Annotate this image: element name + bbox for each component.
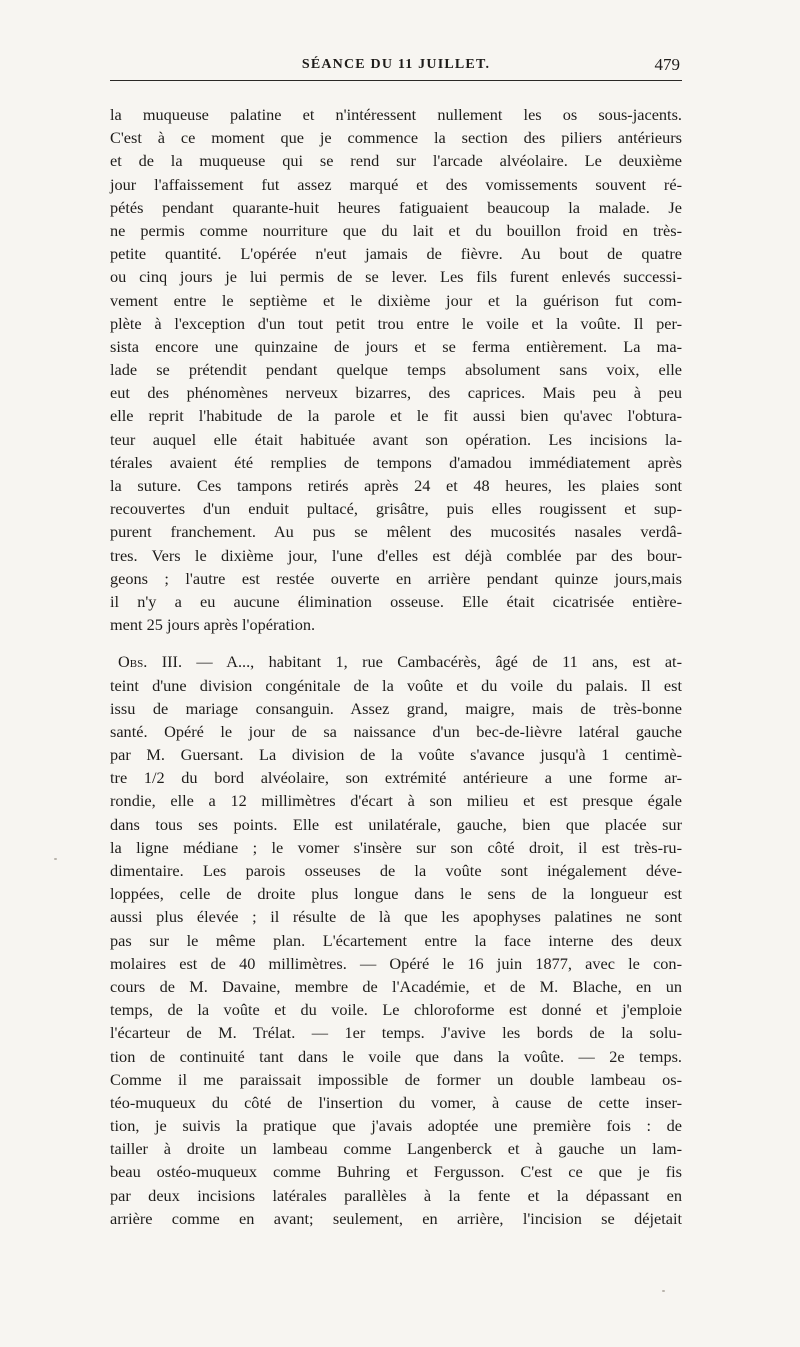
text-line: lade se prétendit pendant quelque temps absolument sans voix, elle bbox=[110, 360, 682, 380]
text-line: tre 1/2 du bord alvéolaire, son extrémité antérieure a une forme ar- bbox=[110, 768, 682, 788]
text-line: l'écarteur de M. Trélat. — 1er temps. J'avive les bords de la solu- bbox=[110, 1023, 682, 1043]
paper-speck bbox=[54, 858, 57, 860]
text-line: eut des phénomènes nerveux bizarres, des caprices. Mais peu à peu bbox=[110, 383, 682, 403]
text-line: tion de continuité tant dans le voile que dans la voûte. — 2e temps. bbox=[110, 1046, 682, 1066]
text-line: issu de mariage consanguin. Assez grand, maigre, mais de très-bonne bbox=[110, 698, 682, 718]
text-line: dimentaire. Les parois osseuses de la voûte sont inégalement déve- bbox=[110, 861, 682, 880]
text-line: il n'y a eu aucune élimination osseuse. Elle était cicatrisée entière- bbox=[110, 591, 682, 611]
text-line: temps, de la voûte et du voile. Le chloroforme est donné et j'emploie bbox=[110, 1000, 682, 1020]
text-line: pas sur le même plan. L'écartement entre la face interne des deux bbox=[110, 930, 682, 950]
text-line: téo-muqueux du côté de l'insertion du vomer, à cause de cette inser- bbox=[110, 1092, 682, 1112]
observation-label: Obs. bbox=[118, 652, 148, 672]
body-text bbox=[110, 103, 682, 1230]
text-line: cours de M. Davaine, membre de l'Académie, et de M. Blache, en un bbox=[110, 976, 682, 996]
text-line: plète à l'exception d'un tout petit trou entre le voile et la voûte. Il per- bbox=[110, 313, 682, 333]
text-line: par deux incisions latérales parallèles à la fente et la dépassant en bbox=[110, 1185, 682, 1205]
text-line: ment 25 jours après l'opération. bbox=[110, 615, 316, 635]
book-page bbox=[110, 52, 682, 1230]
text-line: sista encore une quinzaine de jours et se ferma entièrement. La ma- bbox=[110, 336, 682, 356]
page-number: 479 bbox=[654, 55, 680, 74]
text-line: et de la muqueuse qui se rend sur l'arcade alvéolaire. Le deuxième bbox=[110, 151, 682, 171]
text-line: elle reprit l'habitude de la parole et le fit aussi bien qu'avec l'obtura- bbox=[110, 406, 682, 426]
text-line: aussi plus élevée ; il résulte de là que les apophyses palatines ne sont bbox=[110, 907, 682, 927]
text-line: vement entre le septième et le dixième jour et la guérison fut com- bbox=[110, 290, 682, 310]
paper-speck bbox=[662, 1290, 665, 1292]
text-line: la ligne médiane ; le vomer s'insère sur son côté droit, il est très-ru- bbox=[110, 837, 682, 857]
text-line bbox=[110, 650, 682, 673]
text-line: teint d'une division congénitale de la voûte et du voile du palais. Il est bbox=[110, 675, 682, 695]
text-line: tres. Vers le dixième jour, l'une d'elles est déjà comblée par des bour- bbox=[110, 545, 682, 565]
text-line: santé. Opéré le jour de sa naissance d'un bec-de-lièvre latéral gauche bbox=[110, 721, 682, 741]
paragraph-gap bbox=[110, 636, 682, 650]
text-line: Comme il me paraissait impossible de former un double lambeau os- bbox=[110, 1069, 682, 1089]
paragraph-observation-3 bbox=[110, 650, 682, 1230]
text-line: la muqueuse palatine et n'intéressent nullement les os sous-jacents. bbox=[110, 105, 682, 124]
text-line: dans tous ses points. Elle est unilatérale, gauche, bien que placée sur bbox=[110, 814, 682, 834]
text-line: molaires est de 40 millimètres. — Opéré le 16 juin 1877, avec le con- bbox=[110, 953, 682, 973]
page-header bbox=[110, 52, 682, 81]
text-line: purent franchement. Au pus se mêlent des mucosités nasales verdâ- bbox=[110, 522, 682, 542]
running-head: SÉANCE DU 11 JUILLET. bbox=[301, 57, 491, 72]
text-line: térales avaient été remplies de tempons d'amadou immédiatement après bbox=[110, 452, 682, 472]
text-line: loppées, celle de droite plus longue dans le sens de la longueur est bbox=[110, 884, 682, 904]
text-line: ne permis comme nourriture que du lait et du bouillon froid en très- bbox=[110, 220, 682, 240]
text-line: beau ostéo-muqueux comme Buhring et Fergusson. C'est ce que je fis bbox=[110, 1162, 682, 1182]
text-line: par M. Guersant. La division de la voûte s'avance jusqu'à 1 centimè- bbox=[110, 745, 682, 765]
text-line: tailler à droite un lambeau comme Langenberck et à gauche un lam- bbox=[110, 1139, 682, 1159]
text-line: la suture. Ces tampons retirés après 24 et 48 heures, les plaies sont bbox=[110, 476, 682, 495]
text-line: arrière comme en avant; seulement, en arrière, l'incision se déjetait bbox=[110, 1208, 682, 1228]
observation-first-line: III. — A..., habitant 1, rue Cambacérès, âgé de 11 ans, est at- bbox=[147, 652, 682, 672]
text-line: geons ; l'autre est restée ouverte en arrière pendant quinze jours,mais bbox=[110, 568, 682, 588]
text-line: petite quantité. L'opérée n'eut jamais de fièvre. Au bout de quatre bbox=[110, 244, 682, 264]
paragraph-continuation bbox=[110, 103, 682, 636]
text-line: rondie, elle a 12 millimètres d'écart à son milieu et est presque égale bbox=[110, 791, 682, 811]
text-line: tion, je suivis la pratique que j'avais adoptée une première fois : de bbox=[110, 1116, 682, 1136]
text-line: recouvertes d'un enduit pultacé, grisâtre, puis elles rougissent et sup- bbox=[110, 499, 682, 519]
text-line: pétés pendant quarante-huit heures fatiguaient beaucoup la malade. Je bbox=[110, 197, 682, 217]
text-line: ou cinq jours je lui permis de se lever. Les fils furent enlevés successi- bbox=[110, 267, 682, 287]
text-line: jour l'affaissement fut assez marqué et des vomissements souvent ré- bbox=[110, 174, 682, 194]
text-line: C'est à ce moment que je commence la section des piliers antérieurs bbox=[110, 128, 682, 148]
text-line: teur auquel elle était habituée avant son opération. Les incisions la- bbox=[110, 429, 682, 449]
